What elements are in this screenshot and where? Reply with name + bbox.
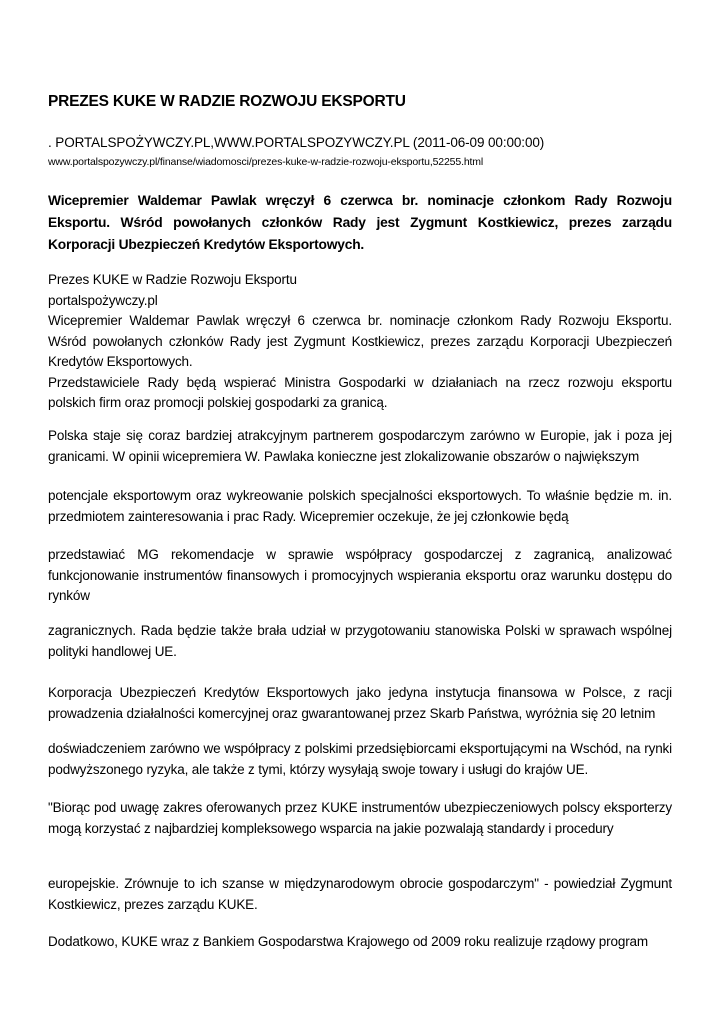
paragraph-7: doświadczeniem zarówno we współpracy z polskimi przedsiębiorcami eksportującymi na Wschód, na rynki podwyższonego ryzyka, ale także z tymi, którzy wysyłają swoje towary i usługi do krajów UE. bbox=[48, 741, 672, 777]
paragraph-1-body: Wicepremier Waldemar Pawlak wręczył 6 czerwca br. nominacje członkom Rady Rozwoju Eksportu. Wśród powołanych członków Rady jest Zygmunt Kostkiewicz, prezes zarządu Korporacji Ubezpieczeń Kredytów Eksportowych. bbox=[48, 313, 672, 369]
paragraph-1-heading: Prezes KUKE w Radzie Rozwoju Eksportu bbox=[48, 272, 297, 287]
paragraph-10: Dodatkowo, KUKE wraz z Bankiem Gospodarstwa Krajowego od 2009 roku realizuje rządowy program bbox=[48, 934, 648, 949]
paragraph-9: europejskie. Zrównuje to ich szanse w międzynarodowym obrocie gospodarczym" - powiedział Zygmunt Kostkiewicz, prezes zarządu KUKE. bbox=[48, 876, 672, 912]
paragraph-8: "Biorąc pod uwagę zakres oferowanych przez KUKE instrumentów ubezpieczeniowych polscy eksporterzy mogą korzystać z najbardziej kompleksowego wsparcia na jakie pozwalają standardy i procedury bbox=[48, 800, 672, 836]
article-source: . PORTALSPOŻYWCZY.PL,WWW.PORTALSPOZYWCZY.PL (2011-06-09 00:00:00) bbox=[48, 135, 545, 150]
paragraph-4: przedstawiać MG rekomendacje w sprawie współpracy gospodarczej z zagranicą, analizować funkcjonowanie instrumentów finansowych i promocyjnych wspierania eksportu oraz warunku dostępu do rynków bbox=[48, 547, 672, 603]
paragraph-1-portal: portalspożywczy.pl bbox=[48, 292, 158, 308]
paragraph-5: zagranicznych. Rada będzie także brała udział w przygotowaniu stanowiska Polski w sprawach wspólnej polityki handlowej UE. bbox=[48, 623, 672, 659]
paragraph-6: Korporacja Ubezpieczeń Kredytów Eksportowych jako jedyna instytucja finansowa w Polsce, z racji prowadzenia działalności komercyjnej oraz gwarantowanej przez Skarb Państwa, wyróżnia się 20 letnim bbox=[48, 685, 672, 721]
paragraph-1-representatives: Przedstawiciele Rady będą wspierać Ministra Gospodarki w działaniach na rzecz rozwoju eksportu polskich firm oraz promocji polskiej gospodarki za granicą. bbox=[48, 374, 672, 410]
article-url: www.portalspozywczy.pl/finanse/wiadomosci/prezes-kuke-w-radzie-rozwoju-eksportu,52255.html bbox=[48, 156, 484, 168]
paragraph-2: Polska staje się coraz bardziej atrakcyjnym partnerem gospodarczym zarówno w Europie, jak i poza jej granicami. W opinii wicepremiera W. Pawlaka konieczne jest zlokalizowanie obszarów o największym bbox=[48, 428, 672, 464]
article-title: PREZES KUKE W RADZIE ROZWOJU EKSPORTU bbox=[48, 93, 406, 110]
paragraph-1 bbox=[48, 270, 672, 414]
paragraph-3: potencjale eksportowym oraz wykreowanie polskich specjalności eksportowych. To właśnie będzie m. in. przedmiotem zainteresowania i prac Rady. Wicepremier oczekuje, że jej członkowie będą bbox=[48, 488, 672, 524]
article-lead: Wicepremier Waldemar Pawlak wręczył 6 czerwca br. nominacje członkom Rady Rozwoju Eksportu. Wśród powołanych członków Rady jest Zygmunt Kostkiewicz, prezes zarządu Korporacji Ubezpieczeń Kredytów Eksportowych. bbox=[48, 193, 672, 252]
